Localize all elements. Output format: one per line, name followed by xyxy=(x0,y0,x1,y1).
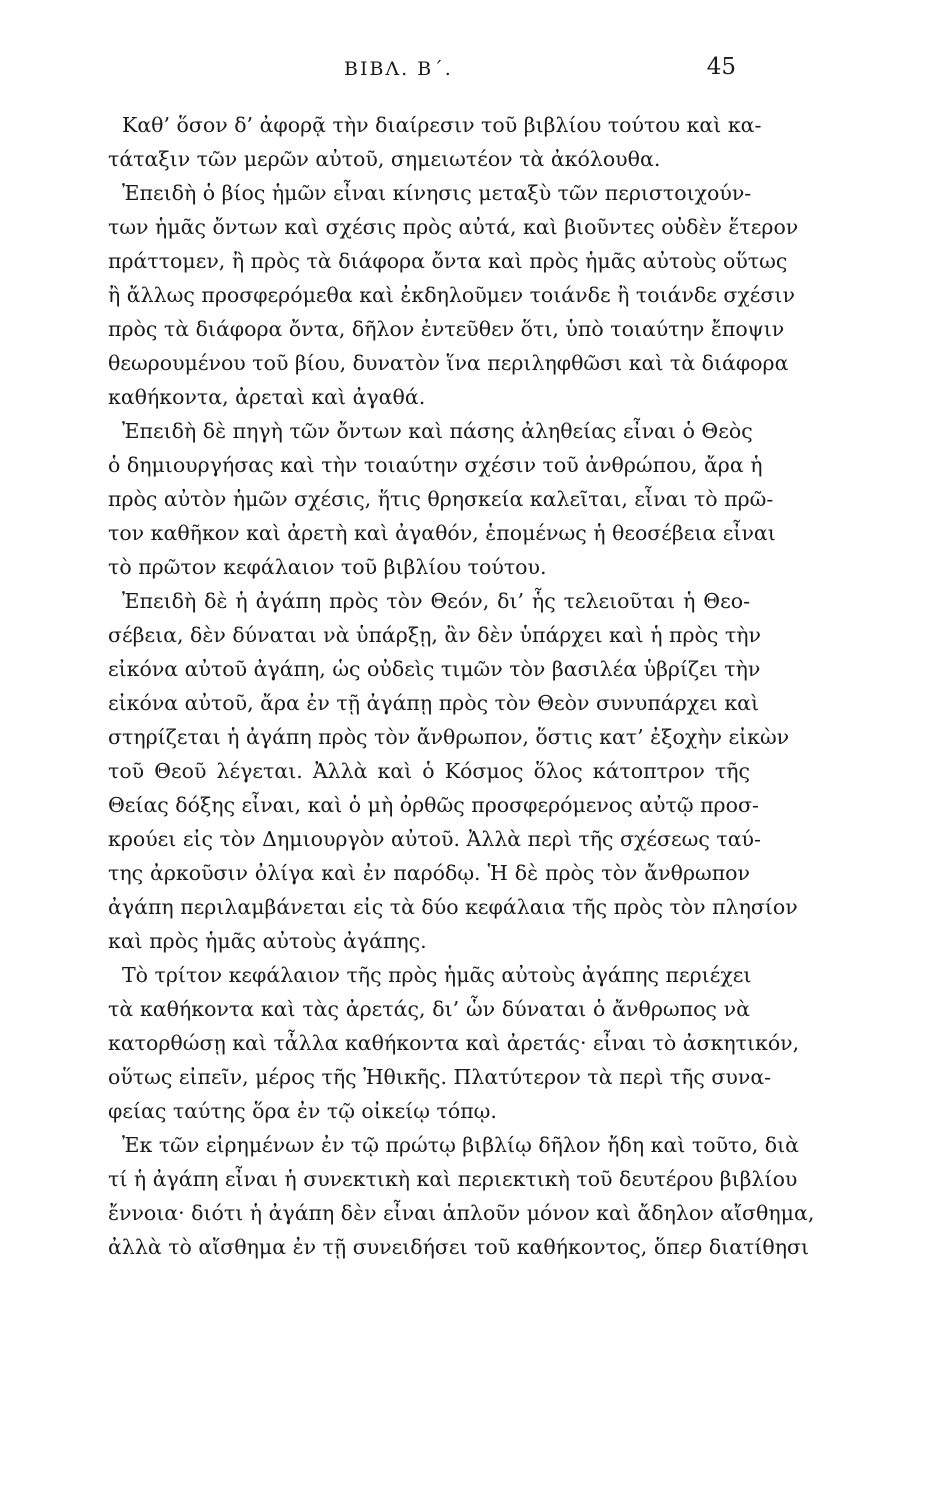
text-line: τάταξιν τῶν μερῶν αὐτοῦ, σημειωτέον τὰ ἀκόλουθα. xyxy=(108,147,661,171)
text-line: καὶ πρὸς ἡμᾶς αὐτοὺς ἀγάπης. xyxy=(108,929,427,953)
text-line: Ἐπειδὴ ὁ βίος ἡμῶν εἶναι κίνησις μεταξὺ τῶν περιστοιχούν- xyxy=(122,181,752,205)
text-line: εἰκόνα αὐτοῦ, ἄρα ἐν τῇ ἀγάπῃ πρὸς τὸν Θεὸν συνυπάρχει καὶ xyxy=(108,691,760,715)
text-line: στηρίζεται ἡ ἀγάπη πρὸς τὸν ἄνθρωπον, ὅστις κατ’ ἐξοχὴν εἰκὼν xyxy=(108,725,790,749)
text-line: Θείας δόξης εἶναι, καὶ ὁ μὴ ὀρθῶς προσφερόμενος αὐτῷ προσ- xyxy=(108,793,759,817)
text-line: ὁ δημιουργήσας καὶ τὴν τοιαύτην σχέσιν τοῦ ἀνθρώπου, ἄρα ἡ xyxy=(108,453,763,477)
text-line: πράττομεν, ἢ πρὸς τὰ διάφορα ὄντα καὶ πρὸς ἡμᾶς αὐτοὺς οὕτως xyxy=(108,249,788,273)
text-line: τον καθῆκον καὶ ἀρετὴ καὶ ἀγαθόν, ἑπομένως ἡ θεοσέβεια εἶναι xyxy=(108,521,776,545)
paragraph xyxy=(108,414,776,584)
paragraph xyxy=(108,108,762,176)
text-line: ἔννοια· διότι ἡ ἀγάπη δὲν εἶναι ἁπλοῦν μόνον καὶ ἄδηλον αἴσθημα, xyxy=(108,1201,815,1225)
running-head: ΒΙΒΛ. Β΄. xyxy=(344,58,453,80)
body-text xyxy=(108,108,815,1264)
text-line: ἀγάπη περιλαμβάνεται εἰς τὰ δύο κεφάλαια τῆς πρὸς τὸν πλησίον xyxy=(108,895,798,919)
text-line: τί ἡ ἀγάπη εἶναι ἡ συνεκτικὴ καὶ περιεκτικὴ τοῦ δευτέρου βιβλίου xyxy=(108,1167,798,1191)
text-line: Καθ’ ὅσον δ’ ἀφορᾷ τὴν διαίρεσιν τοῦ βιβλίου τούτου καὶ κα- xyxy=(122,113,762,137)
text-line: καθήκοντα, ἀρεταὶ καὶ ἀγαθά. xyxy=(108,385,426,409)
text-line: Ἐκ τῶν εἰρημένων ἐν τῷ πρώτῳ βιβλίῳ δῆλον ἤδη καὶ τοῦτο, διὰ xyxy=(122,1133,799,1157)
text-line: ἀλλὰ τὸ αἴσθημα ἐν τῇ συνειδήσει τοῦ καθήκοντος, ὅπερ διατίθησι xyxy=(108,1235,810,1259)
text-line: Τὸ τρίτον κεφάλαιον τῆς πρὸς ἡμᾶς αὐτοὺς ἀγάπης περιέχει xyxy=(122,963,752,987)
text-line: ἢ ἄλλως προσφερόμεθα καὶ ἐκδηλοῦμεν τοιάνδε ἢ τοιάνδε σχέσιν xyxy=(108,283,795,307)
text-line: οὕτως εἰπεῖν, μέρος τῆς Ἠθικῆς. Πλατύτερον τὰ περὶ τῆς συνα- xyxy=(108,1065,772,1089)
text-line: κατορθώσῃ καὶ τἆλλα καθήκοντα καὶ ἀρετάς· εἶναι τὸ ἀσκητικόν, xyxy=(108,1031,800,1055)
text-line: των ἡμᾶς ὄντων καὶ σχέσις πρὸς αὐτά, καὶ βιοῦντες οὐδὲν ἕτερον xyxy=(108,215,799,239)
paragraph xyxy=(108,958,800,1128)
text-line: Ἐπειδὴ δὲ ἡ ἀγάπη πρὸς τὸν Θεόν, δι’ ἧς τελειοῦται ἡ Θεο- xyxy=(122,589,750,613)
text-line: τὸ πρῶτον κεφάλαιον τοῦ βιβλίου τούτου. xyxy=(108,555,547,579)
paragraph xyxy=(108,584,798,958)
text-line: εἰκόνα αὐτοῦ ἀγάπη, ὡς οὐδεὶς τιμῶν τὸν βασιλέα ὑβρίζει τὴν xyxy=(108,657,761,681)
text-line: σέβεια, δὲν δύναται νὰ ὑπάρξῃ, ἂν δὲν ὑπάρχει καὶ ἡ πρὸς τὴν xyxy=(108,623,761,647)
text-line: κρούει εἰς τὸν Δημιουργὸν αὐτοῦ. Ἀλλὰ περὶ τῆς σχέσεως ταύ- xyxy=(108,827,761,851)
text-line: τοῦ Θεοῦ λέγεται. Ἀλλὰ καὶ ὁ Κόσμος ὅλος κάτοπτρον τῆς xyxy=(108,759,750,783)
page-number: 45 xyxy=(706,54,736,80)
paragraph xyxy=(108,176,799,414)
text-line: πρὸς τὰ διάφορα ὄντα, δῆλον ἐντεῦθεν ὅτι, ὑπὸ τοιαύτην ἔποψιν xyxy=(108,317,785,341)
text-line: πρὸς αὐτὸν ἡμῶν σχέσις, ἥτις θρησκεία καλεῖται, εἶναι τὸ πρῶ- xyxy=(108,487,774,511)
text-line: της ἀρκοῦσιν ὀλίγα καὶ ἐν παρόδῳ. Ἡ δὲ πρὸς τὸν ἄνθρωπον xyxy=(108,861,750,885)
page-header xyxy=(108,54,736,92)
text-line: τὰ καθήκοντα καὶ τὰς ἀρετάς, δι’ ὧν δύναται ὁ ἄνθρωπος νὰ xyxy=(108,997,750,1021)
text-line: θεωρουμένου τοῦ βίου, δυνατὸν ἵνα περιληφθῶσι καὶ τὰ διάφορα xyxy=(108,351,789,375)
text-line: φείας ταύτης ὅρα ἐν τῷ οἰκείῳ τόπῳ. xyxy=(108,1099,497,1123)
paragraph xyxy=(108,1128,815,1264)
text-line: Ἐπειδὴ δὲ πηγὴ τῶν ὄντων καὶ πάσης ἀληθείας εἶναι ὁ Θεὸς xyxy=(122,419,753,443)
